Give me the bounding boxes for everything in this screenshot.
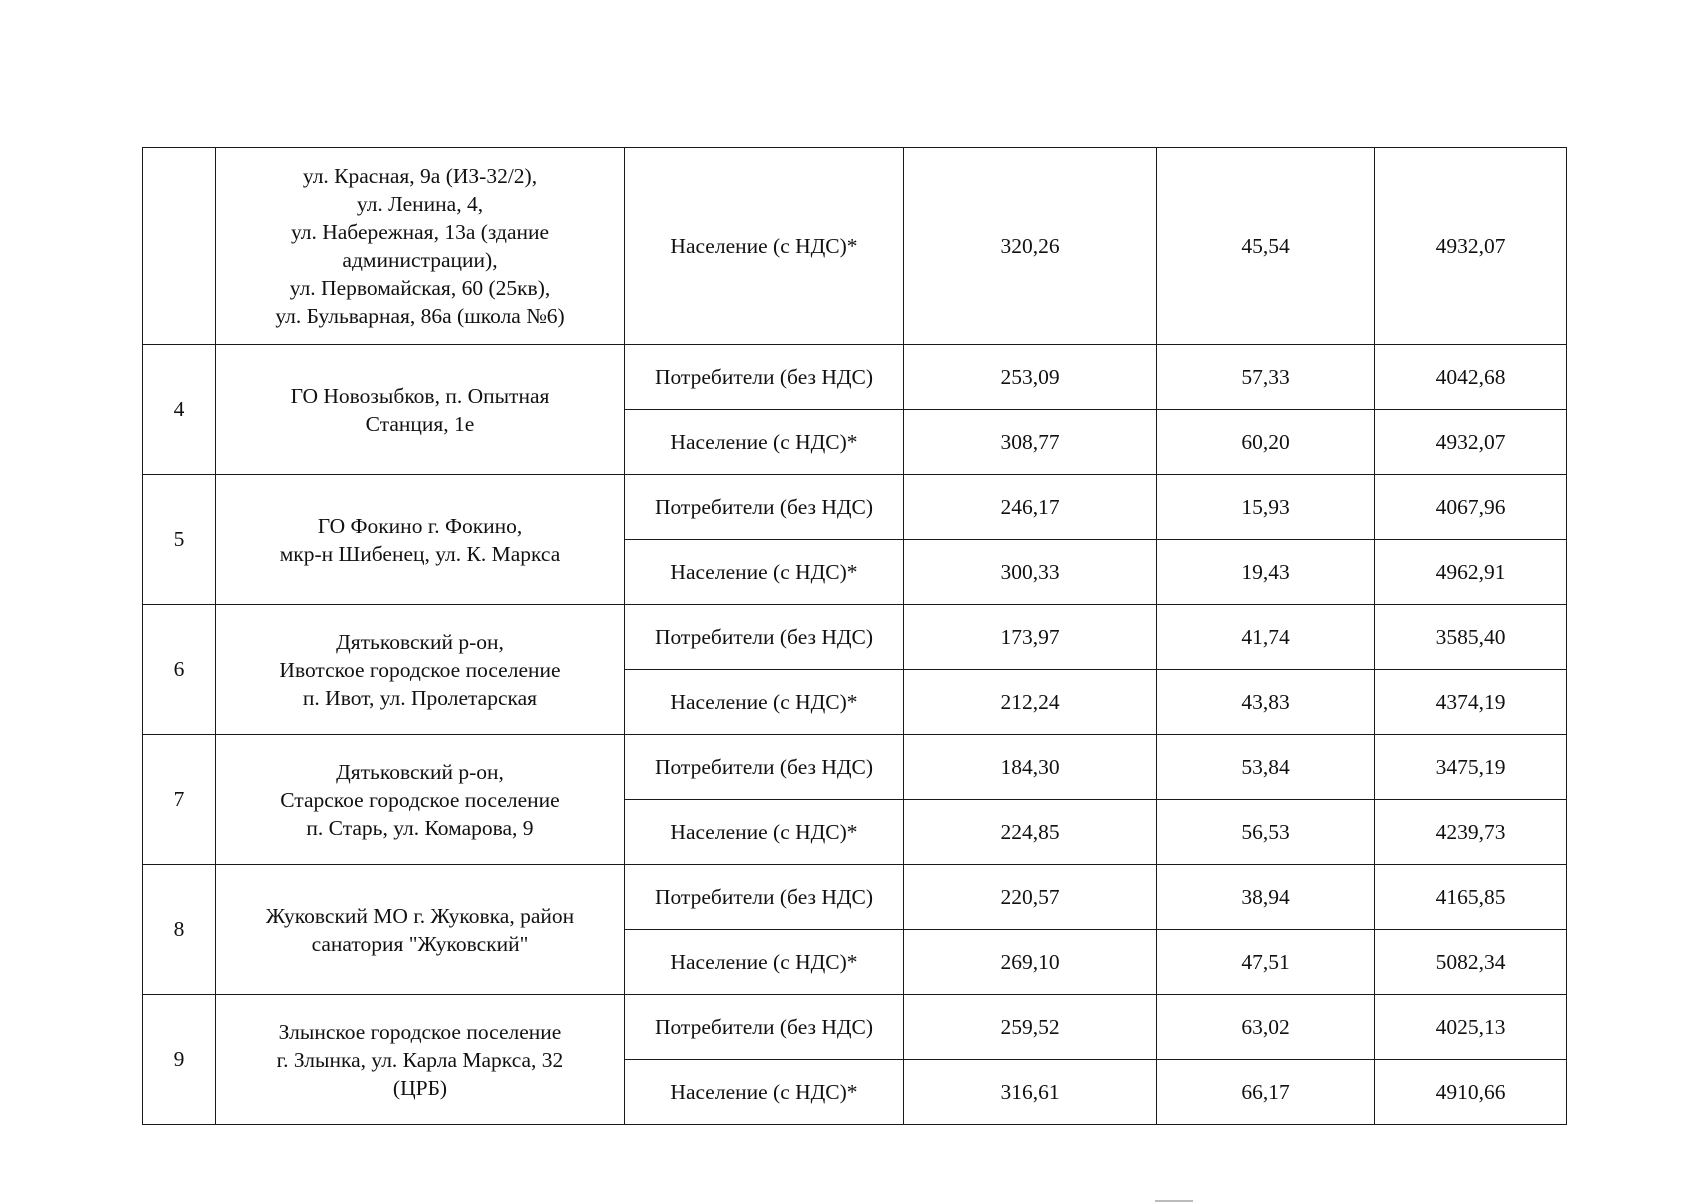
consumer-cell: Население (с НДС)* — [625, 800, 904, 865]
address-line: ГО Фокино г. Фокино, — [317, 513, 523, 538]
value-2-cell: 41,74 — [1157, 605, 1375, 670]
table-row — [143, 865, 1567, 930]
value-3-cell: 4165,85 — [1375, 865, 1567, 930]
value-3-cell: 4962,91 — [1375, 540, 1567, 605]
value-1-cell: 308,77 — [904, 410, 1157, 475]
value-3-cell: 5082,34 — [1375, 930, 1567, 995]
value-1-cell: 246,17 — [904, 475, 1157, 540]
address-line: ул. Красная, 9а (ИЗ-32/2), — [302, 164, 538, 188]
value-1-cell: 300,33 — [904, 540, 1157, 605]
address-line: ул. Бульварная, 86а (школа №6) — [275, 304, 565, 328]
address-line: Старское городское поселение — [280, 787, 560, 812]
value-3-cell: 4932,07 — [1375, 148, 1567, 345]
address-line: п. Ивот, ул. Пролетарская — [302, 685, 538, 710]
value-3-cell: 4374,19 — [1375, 670, 1567, 735]
value-3-cell: 4239,73 — [1375, 800, 1567, 865]
value-3-cell: 4042,68 — [1375, 345, 1567, 410]
value-1-cell: 316,61 — [904, 1060, 1157, 1125]
value-2-cell: 45,54 — [1157, 148, 1375, 345]
address-line: Жуковский МО г. Жуковка, район — [265, 903, 575, 928]
value-1-cell: 224,85 — [904, 800, 1157, 865]
table-row — [143, 995, 1567, 1060]
value-3-cell: 4910,66 — [1375, 1060, 1567, 1125]
table-row-continuation — [143, 148, 1567, 345]
consumer-cell: Население (с НДС)* — [625, 540, 904, 605]
consumer-cell: Население (с НДС)* — [625, 930, 904, 995]
address-line: (ЦРБ) — [392, 1075, 448, 1100]
address-cell — [216, 865, 625, 995]
address-line: мкр-н Шибенец, ул. К. Маркса — [279, 541, 561, 566]
table-row — [143, 345, 1567, 410]
value-3-cell: 4067,96 — [1375, 475, 1567, 540]
tariff-table-body — [143, 148, 1567, 1125]
consumer-cell: Население (с НДС)* — [625, 1060, 904, 1125]
address-cell — [216, 475, 625, 605]
row-number-cell: 9 — [143, 995, 216, 1125]
consumer-cell: Население (с НДС)* — [625, 410, 904, 475]
value-1-cell: 259,52 — [904, 995, 1157, 1060]
value-2-cell: 60,20 — [1157, 410, 1375, 475]
row-number-cell: 6 — [143, 605, 216, 735]
value-1-cell: 253,09 — [904, 345, 1157, 410]
consumer-cell: Потребители (без НДС) — [625, 995, 904, 1060]
address-line: г. Злынка, ул. Карла Маркса, 32 — [276, 1047, 564, 1072]
value-1-cell: 212,24 — [904, 670, 1157, 735]
value-2-cell: 57,33 — [1157, 345, 1375, 410]
consumer-cell: Потребители (без НДС) — [625, 345, 904, 410]
value-2-cell: 63,02 — [1157, 995, 1375, 1060]
consumer-cell: Потребители (без НДС) — [625, 605, 904, 670]
value-1-cell: 220,57 — [904, 865, 1157, 930]
consumer-cell: Население (с НДС)* — [625, 148, 904, 345]
address-line: Злынское городское поселение — [278, 1019, 562, 1044]
address-line: ул. Первомайская, 60 (25кв), — [289, 276, 551, 300]
value-2-cell: 53,84 — [1157, 735, 1375, 800]
value-2-cell: 43,83 — [1157, 670, 1375, 735]
address-line: Станция, 1е — [365, 411, 475, 436]
row-number-cell: 5 — [143, 475, 216, 605]
address-line: санатория "Жуковский" — [311, 931, 529, 956]
value-2-cell: 19,43 — [1157, 540, 1375, 605]
address-line: ГО Новозыбков, п. Опытная — [290, 383, 550, 408]
address-cell — [216, 605, 625, 735]
value-1-cell: 173,97 — [904, 605, 1157, 670]
consumer-cell: Потребители (без НДС) — [625, 475, 904, 540]
row-number-cell: 4 — [143, 345, 216, 475]
value-3-cell: 4025,13 — [1375, 995, 1567, 1060]
value-1-cell: 269,10 — [904, 930, 1157, 995]
value-2-cell: 56,53 — [1157, 800, 1375, 865]
address-line: п. Старь, ул. Комарова, 9 — [306, 815, 534, 840]
value-3-cell: 3475,19 — [1375, 735, 1567, 800]
address-line: ул. Ленина, 4, — [356, 192, 484, 216]
value-1-cell: 320,26 — [904, 148, 1157, 345]
address-line: Ивотское городское поселение — [279, 657, 561, 682]
table-row — [143, 475, 1567, 540]
address-cell — [216, 995, 625, 1125]
address-cell — [216, 148, 625, 345]
address-line: Дятьковский р-он, — [336, 629, 504, 654]
consumer-cell: Население (с НДС)* — [625, 670, 904, 735]
value-3-cell: 3585,40 — [1375, 605, 1567, 670]
address-line: Дятьковский р-он, — [336, 759, 504, 784]
consumer-cell: Потребители (без НДС) — [625, 865, 904, 930]
value-2-cell: 15,93 — [1157, 475, 1375, 540]
table-row — [143, 735, 1567, 800]
value-3-cell: 4932,07 — [1375, 410, 1567, 475]
value-2-cell: 38,94 — [1157, 865, 1375, 930]
value-2-cell: 47,51 — [1157, 930, 1375, 995]
value-2-cell: 66,17 — [1157, 1060, 1375, 1125]
address-cell — [216, 735, 625, 865]
row-number-cell — [143, 148, 216, 345]
value-1-cell: 184,30 — [904, 735, 1157, 800]
table-row — [143, 605, 1567, 670]
row-number-cell: 7 — [143, 735, 216, 865]
address-cell — [216, 345, 625, 475]
tariff-table — [142, 147, 1567, 1125]
consumer-cell: Потребители (без НДС) — [625, 735, 904, 800]
address-line: ул. Набережная, 13а (здание — [290, 220, 550, 244]
address-line: администрации), — [342, 248, 498, 272]
row-number-cell: 8 — [143, 865, 216, 995]
